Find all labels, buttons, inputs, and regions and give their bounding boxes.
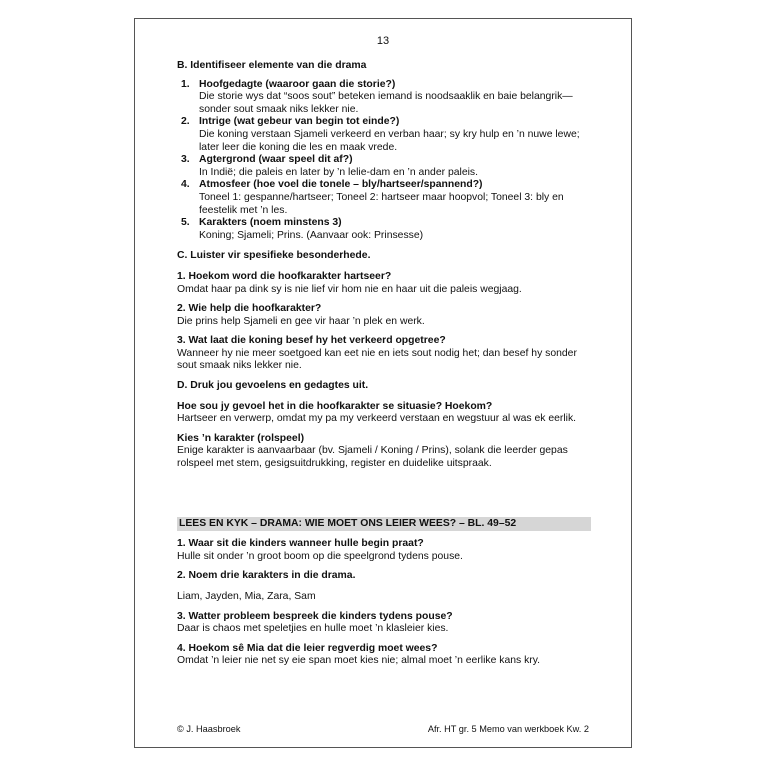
section-b-list xyxy=(177,79,593,243)
item-number: 2. xyxy=(181,116,190,128)
answer: Omdat haar pa dink sy is nie lief vir hom nie en haar uit die paleis wegjaag. xyxy=(177,283,522,295)
item-title: Agtergrond (waar speel dit af?) xyxy=(199,154,353,166)
footer-title: Afr. HT gr. 5 Memo van werkboek Kw. 2 xyxy=(427,724,589,734)
page-content xyxy=(177,60,593,675)
answer: Wanneer hy nie meer soetgoed kan eet nie en iets sout nodig het; dan besef hy sonder sout smaak niks lekker nie. xyxy=(177,347,577,372)
qa-block xyxy=(177,271,593,296)
item-number: 4. xyxy=(181,179,190,191)
answer: Omdat ’n leier nie net sy eie span moet kies nie; almal moet ’n eerlike kans kry. xyxy=(177,655,541,667)
qa-block xyxy=(177,643,593,668)
item-text: Toneel 1: gespanne/hartseer; Toneel 2: hartseer maar hoopvol; Toneel 3: bly en feestelik met ’n les. xyxy=(199,191,564,216)
answer: Liam, Jayden, Mia, Zara, Sam xyxy=(177,591,316,602)
footer-copyright: © J. Haasbroek xyxy=(177,724,241,734)
answer: Enige karakter is aanvaarbaar (bv. Sjameli / Koning / Prins), solank die leerder gepas rolspeel met stem, gesigsuitdrukking, register en duidelike uitspraak. xyxy=(177,445,568,470)
question: 3. Wat laat die koning besef hy het verkeerd opgetree? xyxy=(177,335,446,347)
section-c-heading: C. Luister vir spesifieke besonderhede. xyxy=(177,250,371,262)
list-item xyxy=(177,179,593,217)
answer: Die prins help Sjameli en gee vir haar ’n plek en werk. xyxy=(177,315,425,327)
question: Kies ’n karakter (rolspeel) xyxy=(177,432,305,444)
item-text: Die koning verstaan Sjameli verkeerd en verban haar; sy kry hulp en ’n nuwe lewe; later leer die koning die les en maak vrede. xyxy=(199,128,580,153)
list-item xyxy=(177,79,593,117)
question: 2. Noem drie karakters in die drama. xyxy=(177,570,356,582)
item-title: Intrige (wat gebeur van begin tot einde?) xyxy=(199,116,400,128)
answer: Hulle sit onder ’n groot boom op die speelgrond tydens pouse. xyxy=(177,550,463,562)
answer: Hartseer en verwerp, omdat my pa my verkeerd verstaan en wegstuur al was ek eerlik. xyxy=(177,413,577,425)
qa-block xyxy=(177,570,593,603)
list-item xyxy=(177,116,593,154)
item-title: Hoofgedagte (waaroor gaan die storie?) xyxy=(199,78,396,90)
section-band-title: LEES EN KYK – DRAMA: WIE MOET ONS LEIER WEES? – BL. 49–52 xyxy=(177,517,591,532)
question: 4. Hoekom sê Mia dat die leier regverdig moet wees? xyxy=(177,642,438,654)
item-number: 3. xyxy=(181,154,190,166)
question: Hoe sou jy gevoel het in die hoofkarakter se situasie? Hoekom? xyxy=(177,400,493,412)
question: 3. Watter probleem bespreek die kinders tydens pouse? xyxy=(177,610,453,622)
section-b-heading: B. Identifiseer elemente van die drama xyxy=(177,60,367,71)
qa-block xyxy=(177,433,593,471)
page-footer xyxy=(177,724,589,734)
item-title: Karakters (noem minstens 3) xyxy=(199,217,342,229)
qa-block xyxy=(177,611,593,636)
question: 1. Hoekom word die hoofkarakter hartseer? xyxy=(177,270,392,282)
question: 1. Waar sit die kinders wanneer hulle begin praat? xyxy=(177,538,424,550)
item-number: 5. xyxy=(181,217,190,229)
item-text: Koning; Sjameli; Prins. (Aanvaar ook: Prinsesse) xyxy=(199,229,424,241)
answer: Daar is chaos met speletjies en hulle moet ’n klasleier kies. xyxy=(177,623,449,635)
document-page xyxy=(134,18,632,748)
qa-block xyxy=(177,538,593,563)
question: 2. Wie help die hoofkarakter? xyxy=(177,303,322,315)
qa-block xyxy=(177,401,593,426)
item-title: Atmosfeer (hoe voel die tonele – bly/hartseer/spannend?) xyxy=(199,179,483,191)
item-text: In Indië; die paleis en later by ’n lelie-dam en ’n ander paleis. xyxy=(199,166,478,178)
page-number: 13 xyxy=(376,35,390,47)
item-text: Die storie wys dat “soos sout” beteken iemand is noodsaaklik en baie belangrik—sonder sout smaak niks lekker nie. xyxy=(199,91,573,115)
item-number: 1. xyxy=(181,78,190,90)
qa-block xyxy=(177,335,593,373)
section-d-heading: D. Druk jou gevoelens en gedagtes uit. xyxy=(177,380,369,392)
list-item xyxy=(177,217,593,242)
list-item xyxy=(177,154,593,179)
qa-block xyxy=(177,303,593,328)
